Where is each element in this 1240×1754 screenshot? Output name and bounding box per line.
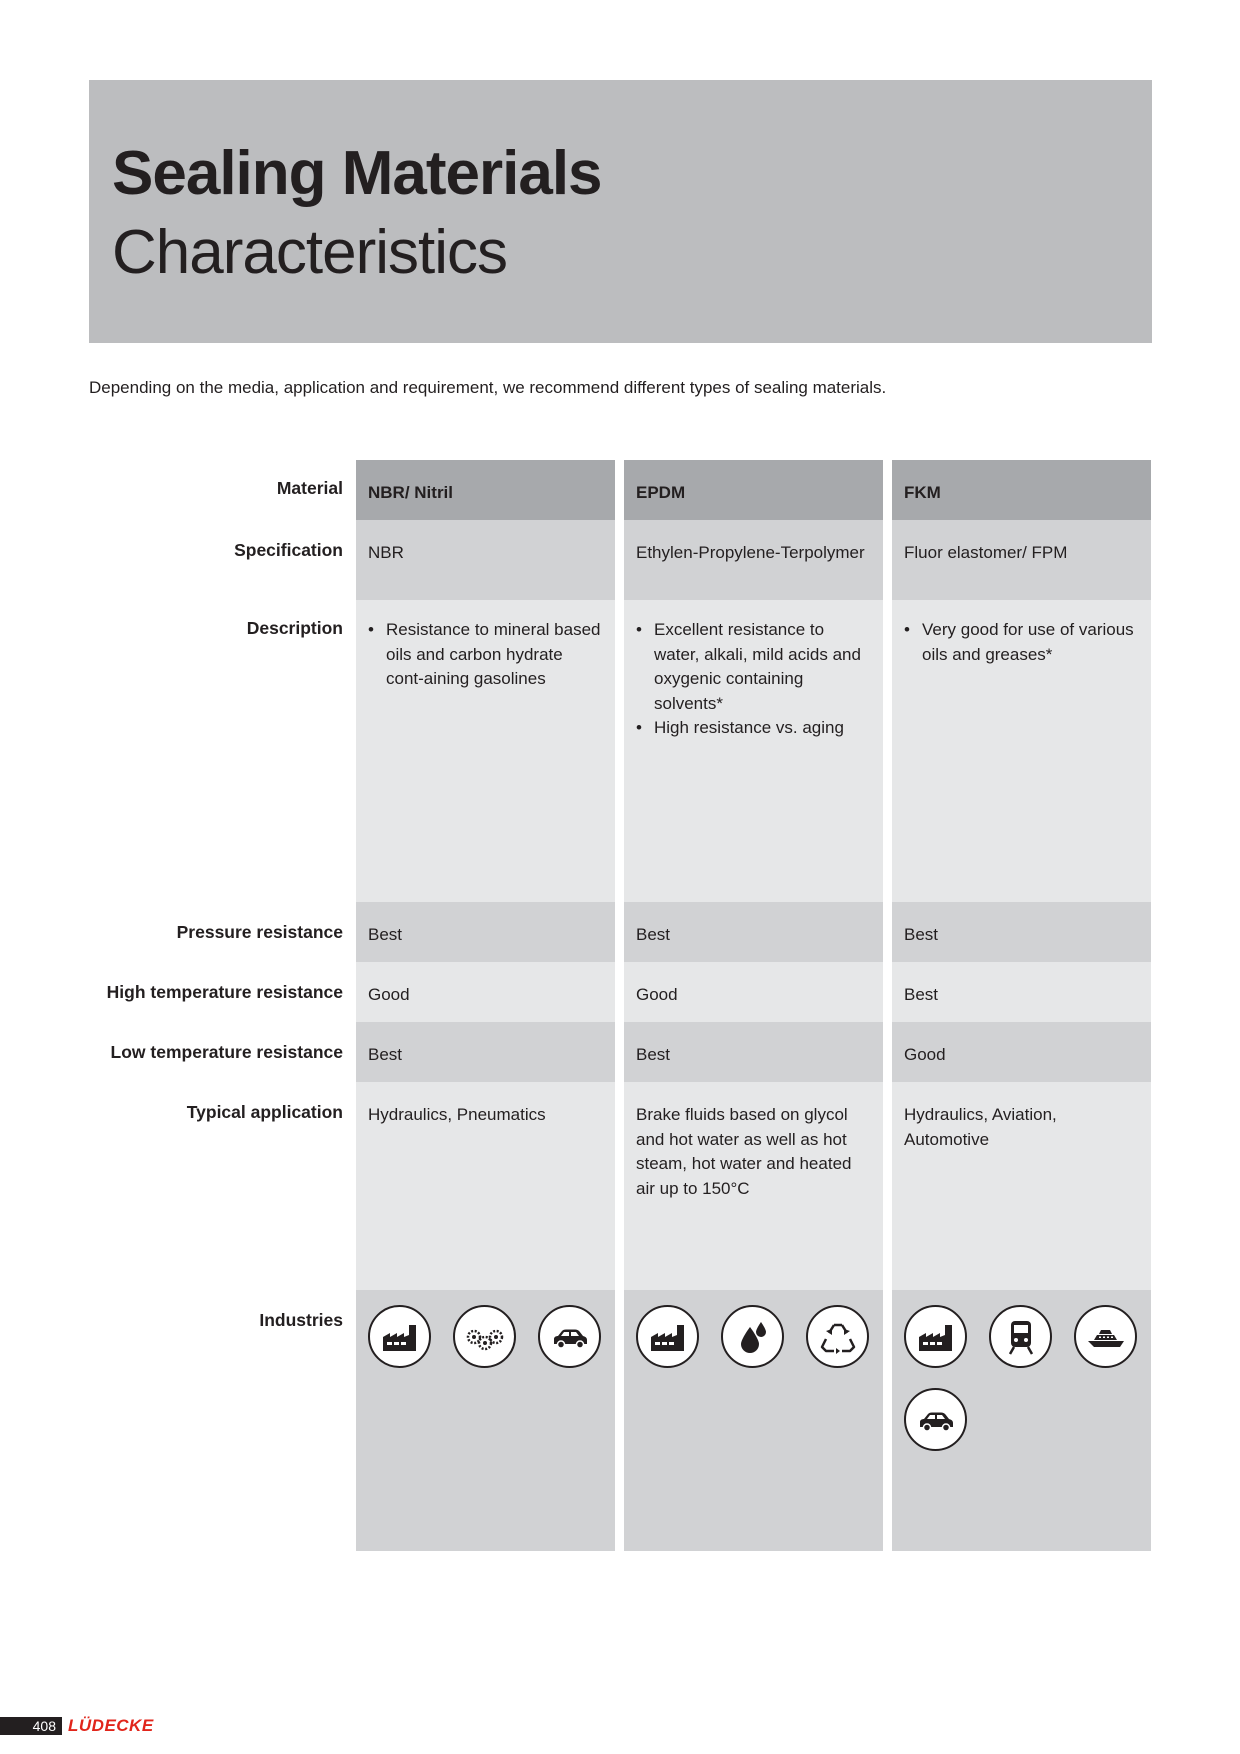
row-label-industries: Industries xyxy=(259,1310,343,1330)
cell-value: Hydraulics, Pneumatics xyxy=(368,1105,546,1124)
train-icon xyxy=(989,1305,1052,1368)
cell-application xyxy=(892,1082,1151,1290)
description-item: • High resistance vs. aging xyxy=(636,716,871,741)
cell-value: Best xyxy=(368,1045,403,1064)
brand-logo: LÜDECKE xyxy=(68,1716,154,1735)
page-title: Sealing Materials xyxy=(112,139,602,208)
cell-value: Good xyxy=(904,1045,946,1064)
page-number: 408 xyxy=(0,1717,62,1735)
cell-name xyxy=(892,460,1151,520)
row-label-pressure: Pressure resistance xyxy=(176,922,343,942)
cell-high-temp xyxy=(356,962,615,1022)
material-column xyxy=(624,460,883,1551)
cell-value: Hydraulics, Aviation, Automotive xyxy=(904,1105,1057,1149)
description-list xyxy=(368,600,603,692)
cell-pressure xyxy=(624,902,883,962)
description-item: • Excellent resistance to water, alkali, mild acids and oxygenic containing solvents* xyxy=(636,618,871,716)
page-subtitle: Characteristics xyxy=(112,218,507,287)
cell-high-temp xyxy=(624,962,883,1022)
cell-description xyxy=(892,600,1151,902)
material-name: FKM xyxy=(904,483,941,502)
row-label-application: Typical application xyxy=(186,1102,343,1122)
header-band xyxy=(89,80,1152,343)
cell-value: Best xyxy=(368,925,403,944)
cell-pressure xyxy=(892,902,1151,962)
row-label-specification: Specification xyxy=(234,540,343,560)
cell-specification xyxy=(624,520,883,600)
material-column xyxy=(892,460,1151,1551)
cell-pressure xyxy=(356,902,615,962)
cell-value: Best xyxy=(904,985,939,1004)
row-label-high-temp: High temperature resistance xyxy=(106,982,343,1002)
cell-specification xyxy=(356,520,615,600)
industry-icons xyxy=(636,1290,871,1368)
cell-low-temp xyxy=(892,1022,1151,1082)
cell-name xyxy=(356,460,615,520)
description-item: • Very good for use of various oils and greases* xyxy=(904,618,1139,667)
material-name: EPDM xyxy=(636,483,686,502)
cell-description xyxy=(356,600,615,902)
material-column xyxy=(356,460,615,1551)
cell-application xyxy=(356,1082,615,1290)
cell-high-temp xyxy=(892,962,1151,1022)
cell-industries xyxy=(624,1290,883,1551)
cell-value: Ethylen-Propylene-Terpolymer xyxy=(636,543,865,562)
cell-industries xyxy=(892,1290,1151,1551)
cell-value: Good xyxy=(636,985,678,1004)
row-label-low-temp: Low temperature resistance xyxy=(110,1042,343,1062)
material-name: NBR/ Nitril xyxy=(368,483,453,502)
description-list xyxy=(636,600,871,741)
cell-industries xyxy=(356,1290,615,1551)
ship-icon xyxy=(1074,1305,1137,1368)
row-label-material: Material xyxy=(276,478,343,498)
water-drops-icon xyxy=(721,1305,784,1368)
car-icon xyxy=(904,1388,967,1451)
cell-name xyxy=(624,460,883,520)
description-item: • Resistance to mineral based oils and carbon hydrate cont-aining gasolines xyxy=(368,618,603,692)
cell-low-temp xyxy=(624,1022,883,1082)
description-list xyxy=(904,600,1139,667)
factory-icon xyxy=(368,1305,431,1368)
cell-value: Fluor elastomer/ FPM xyxy=(904,543,1068,562)
car-icon xyxy=(538,1305,601,1368)
cell-value: NBR xyxy=(368,543,404,562)
cell-low-temp xyxy=(356,1022,615,1082)
factory-icon xyxy=(904,1305,967,1368)
industry-icons xyxy=(904,1290,1139,1451)
cell-value: Best xyxy=(636,1045,671,1064)
row-label-description: Description xyxy=(246,618,343,638)
gears-icon xyxy=(453,1305,516,1368)
cell-application xyxy=(624,1082,883,1290)
recycling-icon xyxy=(806,1305,869,1368)
cell-description xyxy=(624,600,883,902)
intro-text: Depending on the media, application and requirement, we recommend different types of sealing materials. xyxy=(89,378,887,397)
cell-specification xyxy=(892,520,1151,600)
cell-value: Good xyxy=(368,985,410,1004)
cell-value: Best xyxy=(904,925,939,944)
industry-icons xyxy=(368,1290,603,1368)
cell-value: Best xyxy=(636,925,671,944)
factory-icon xyxy=(636,1305,699,1368)
cell-value: Brake fluids based on glycol and hot water as well as hot steam, hot water and heated air up to 150°C xyxy=(636,1105,852,1198)
